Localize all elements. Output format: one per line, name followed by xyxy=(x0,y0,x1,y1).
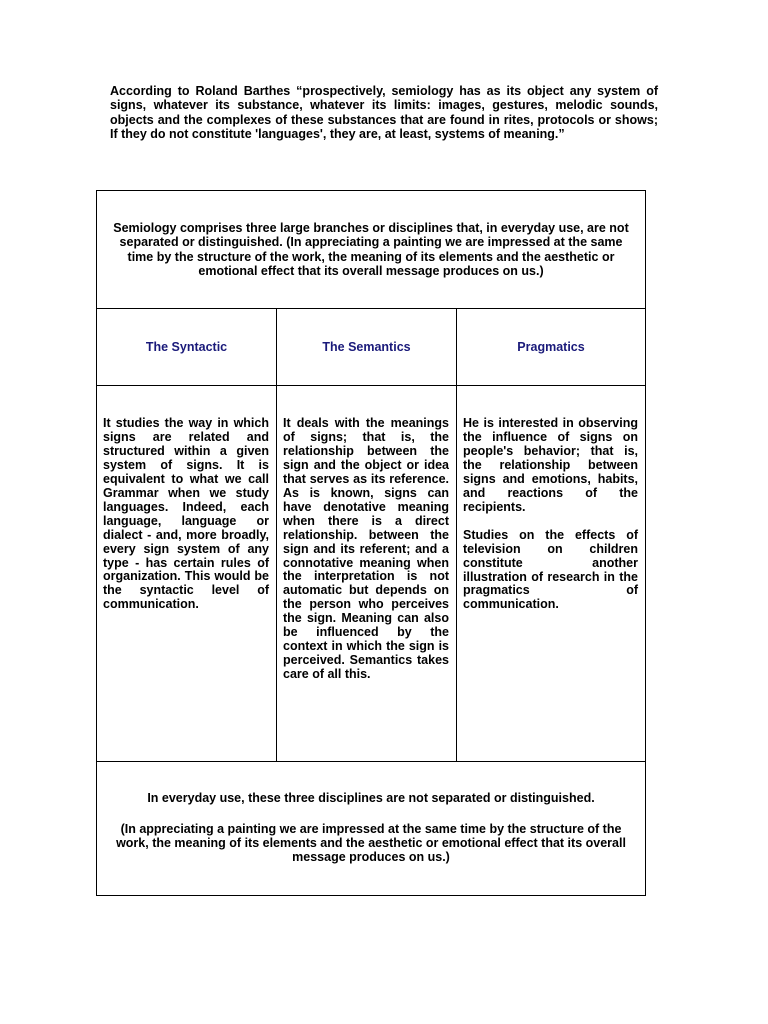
semiology-branches-table xyxy=(96,190,646,896)
syntactic-description-cell xyxy=(97,386,277,762)
heading-pragmatics: Pragmatics xyxy=(457,309,646,386)
pragmatics-description: He is interested in observing the influence of signs on people's behavior; that is, the relationship between signs and emotions, habits, and reactions of the recipients. xyxy=(463,416,639,514)
pragmatics-example: Studies on the effects of television on children constitute another illustration of research in the pragmatics of communication. xyxy=(463,527,639,612)
outro-cell xyxy=(97,762,646,896)
intro-text: Semiology comprises three large branches or disciplines that, in everyday use, are not separated or distinguished. (In appreciating a painting we are impressed at the same time by the structure of the work, the meaning of its elements and the aesthetic or emotional effect that its overall message produces on us.) xyxy=(113,220,629,278)
semantics-description: It deals with the meanings of signs; that is, the relationship between the sign and the object or idea that serves as its reference. As is known, signs can have denotative meaning when there is a direct relationship. between the sign and its referent; and a connotative meaning when the interpretation is not automatic but depends on the person who perceives the sign. Meaning can also be influenced by the context in which the sign is perceived. Semantics takes care of all this. xyxy=(283,416,449,682)
outro-example: (In appreciating a painting we are impressed at the same time by the structure of the work, the meaning of its elements and the aesthetic or emotional effect that its overall message produces on us.) xyxy=(116,822,626,864)
description-row xyxy=(97,386,646,762)
intro-cell xyxy=(97,191,646,309)
barthes-quote: According to Roland Barthes “prospectively, semiology has as its object any system of signs, whatever its substance, whatever its limits: images, gestures, melodic sounds, objects and the complexes of these substances that are found in rites, protocols or shows; If they do not constitute 'languages', they are, at least, systems of meaning.” xyxy=(110,84,658,141)
semantics-description-cell xyxy=(277,386,457,762)
intro-row xyxy=(97,191,646,309)
pragmatics-description-cell xyxy=(457,386,646,762)
heading-row xyxy=(97,309,646,386)
outro-row xyxy=(97,762,646,896)
syntactic-description: It studies the way in which signs are related and structured within a given system of signs. It is equivalent to what we call Grammar when we study languages. Indeed, each language, language or dialect - and, more broadly, every sign system of any type - has certain rules of organization. This would be the syntactic level of communication. xyxy=(103,416,269,612)
outro-statement: In everyday use, these three disciplines are not separated or distinguished. xyxy=(147,791,595,806)
heading-semantics: The Semantics xyxy=(277,309,457,386)
heading-syntactic: The Syntactic xyxy=(97,309,277,386)
